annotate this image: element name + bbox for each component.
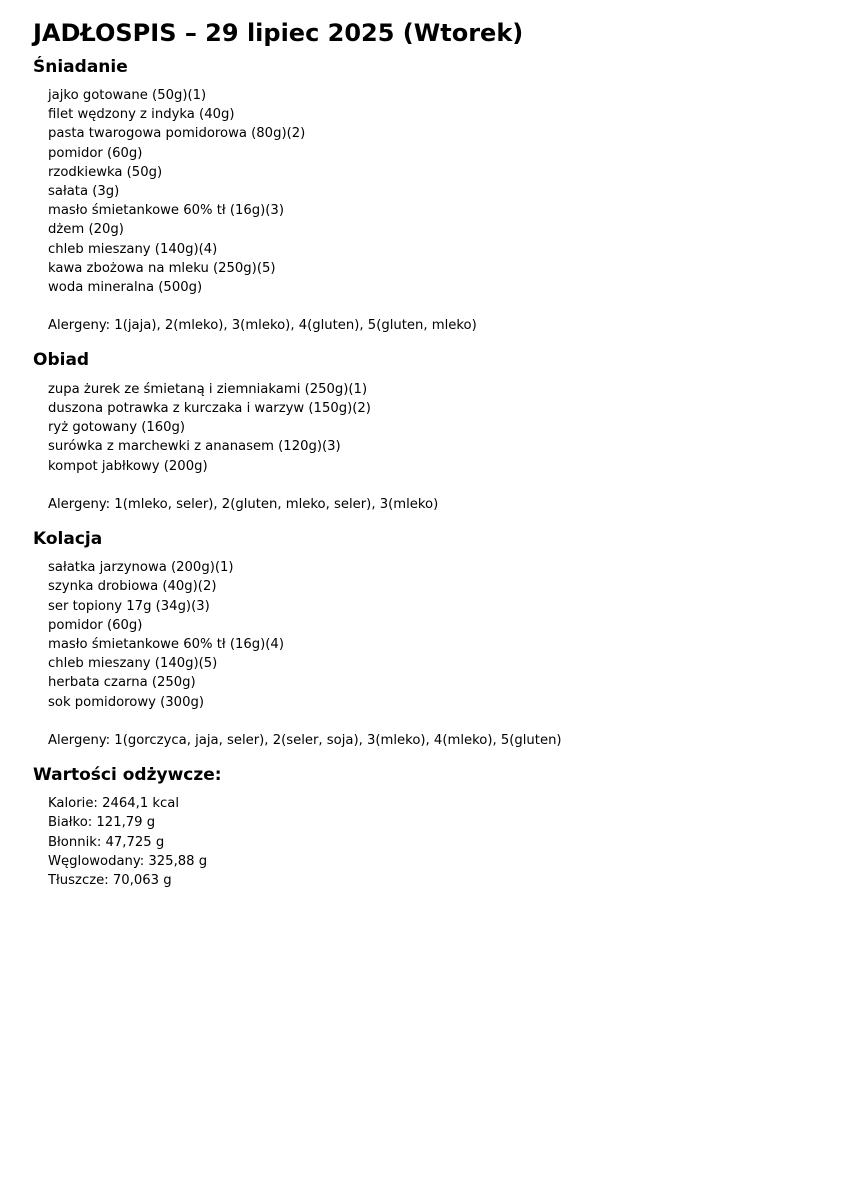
meal-item: herbata czarna (250g): [48, 675, 196, 691]
meal-item: kompot jabłkowy (200g): [48, 458, 208, 474]
meal-item: duszona potrawka z kurczaka i warzyw (150g)(2): [48, 400, 371, 416]
meal-item: chleb mieszany (140g)(4): [48, 241, 218, 257]
nutrition-item: Białko: 121,79 g: [48, 815, 156, 831]
section-sniadanie: [33, 57, 828, 336]
section-heading-kolacja: Kolacja: [33, 528, 103, 549]
section-heading-nutrition: Wartości odżywcze:: [33, 765, 222, 786]
meal-item: sałatka jarzynowa (200g)(1): [48, 560, 234, 576]
nutrition-item: Tłuszcze: 70,063 g: [48, 873, 172, 889]
meal-item: sok pomidorowy (300g): [48, 694, 204, 710]
meal-item: ryż gotowany (160g): [48, 420, 186, 436]
meal-item: rzodkiewka (50g): [48, 164, 163, 180]
section-heading-sniadanie: Śniadanie: [33, 56, 128, 77]
meal-item: szynka drobiowa (40g)(2): [48, 579, 217, 595]
section-obiad: [33, 350, 828, 513]
nutrition-item-list: [33, 794, 828, 890]
meal-item-list-kolacja: [33, 558, 828, 712]
meal-item: pomidor (60g): [48, 617, 143, 633]
meal-item: dżem (20g): [48, 222, 124, 238]
meal-item: masło śmietankowe 60% tł (16g)(3): [48, 203, 284, 219]
allergens-line-kolacja: Alergeny: 1(gorczyca, jaja, seler), 2(seler, soja), 3(mleko), 4(mleko), 5(gluten): [48, 732, 562, 748]
meal-item: jajko gotowane (50g)(1): [48, 88, 207, 104]
meal-item: pasta twarogowa pomidorowa (80g)(2): [48, 126, 306, 142]
meal-item-list-sniadanie: [33, 86, 828, 297]
meal-item-list-obiad: [33, 380, 828, 476]
meal-item: woda mineralna (500g): [48, 280, 203, 296]
section-kolacja: [33, 529, 828, 750]
page-title: JADŁOSPIS – 29 lipiec 2025 (Wtorek): [33, 19, 524, 47]
meal-item: zupa żurek ze śmietaną i ziemniakami (250g)(1): [48, 381, 368, 397]
meal-item: filet wędzony z indyka (40g): [48, 107, 235, 123]
meal-item: chleb mieszany (140g)(5): [48, 656, 218, 672]
nutrition-item: Kalorie: 2464,1 kcal: [48, 796, 180, 812]
meal-item: ser topiony 17g (34g)(3): [48, 598, 210, 614]
allergens-line-obiad: Alergeny: 1(mleko, seler), 2(gluten, mleko, seler), 3(mleko): [48, 496, 439, 512]
menu-document: [33, 19, 828, 890]
allergens-line-sniadanie: Alergeny: 1(jaja), 2(mleko), 3(mleko), 4(gluten), 5(gluten, mleko): [48, 318, 477, 334]
section-nutrition: [33, 765, 828, 890]
meal-item: kawa zbożowa na mleku (250g)(5): [48, 260, 276, 276]
meal-item: masło śmietankowe 60% tł (16g)(4): [48, 637, 284, 653]
meal-item: pomidor (60g): [48, 145, 143, 161]
meal-item: surówka z marchewki z ananasem (120g)(3): [48, 439, 341, 455]
nutrition-item: Błonnik: 47,725 g: [48, 834, 165, 850]
nutrition-item: Węglowodany: 325,88 g: [48, 853, 208, 869]
section-heading-obiad: Obiad: [33, 350, 90, 371]
meal-item: sałata (3g): [48, 184, 120, 200]
